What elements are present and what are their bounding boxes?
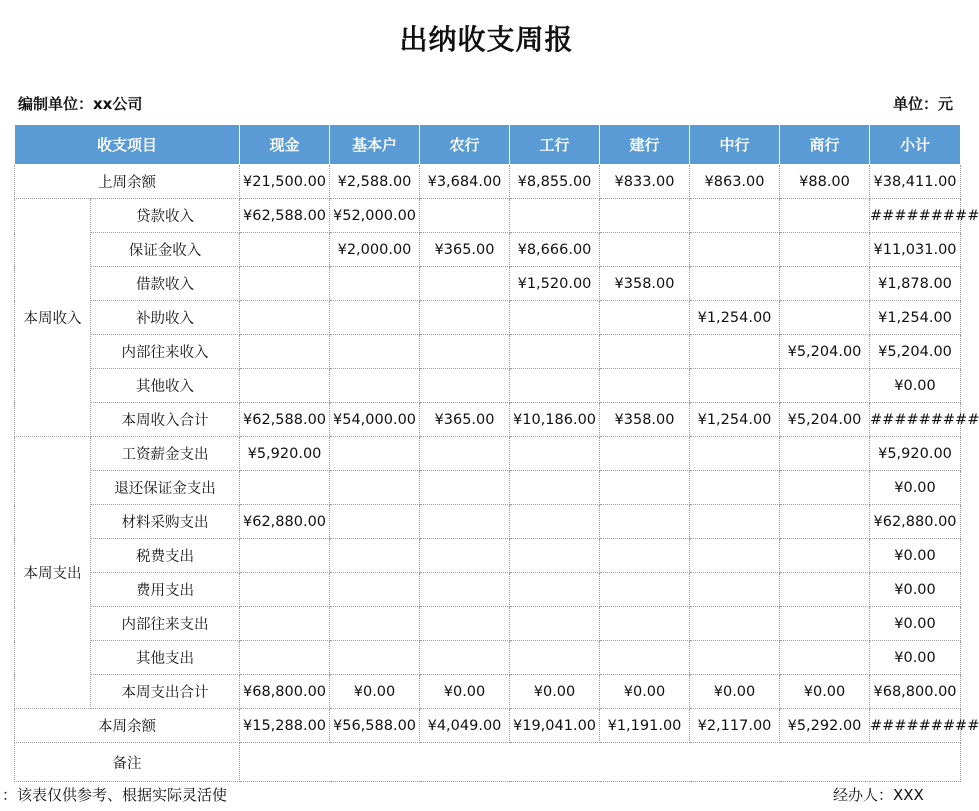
amount-cell[interactable]: ¥62,588.00 bbox=[240, 199, 330, 233]
footer-note: ：该表仅供参考、根据实际灵活使 bbox=[2, 786, 228, 804]
amount-cell[interactable] bbox=[600, 573, 690, 607]
amount-cell[interactable] bbox=[780, 471, 870, 505]
amount-cell[interactable]: ¥0.00 bbox=[600, 675, 690, 709]
row-label: 内部往来支出 bbox=[91, 607, 240, 641]
amount-cell[interactable]: ¥2,588.00 bbox=[330, 165, 420, 199]
amount-cell[interactable]: ¥0.00 bbox=[690, 675, 780, 709]
amount-cell[interactable] bbox=[510, 301, 600, 335]
amount-cell[interactable] bbox=[510, 369, 600, 403]
amount-cell[interactable] bbox=[330, 335, 420, 369]
amount-cell[interactable] bbox=[780, 539, 870, 573]
amount-cell[interactable]: ¥5,204.00 bbox=[780, 335, 870, 369]
table-row bbox=[15, 233, 961, 267]
subtotal-cell[interactable]: ¥38,411.00 bbox=[870, 165, 961, 199]
row-label: 本周支出合计 bbox=[91, 675, 240, 709]
subtotal-cell[interactable]: ¥1,254.00 bbox=[870, 301, 961, 335]
amount-cell[interactable]: ¥5,204.00 bbox=[780, 403, 870, 437]
amount-cell[interactable] bbox=[690, 573, 780, 607]
amount-cell[interactable]: ¥5,920.00 bbox=[240, 437, 330, 471]
subtotal-cell[interactable]: ¥62,880.00 bbox=[870, 505, 961, 539]
amount-cell[interactable] bbox=[690, 437, 780, 471]
table-row bbox=[15, 301, 961, 335]
amount-cell[interactable] bbox=[510, 539, 600, 573]
amount-cell[interactable]: ¥62,880.00 bbox=[240, 505, 330, 539]
subtotal-cell[interactable]: ¥0.00 bbox=[870, 539, 961, 573]
subtotal-cell[interactable]: ¥0.00 bbox=[870, 369, 961, 403]
amount-cell[interactable] bbox=[240, 471, 330, 505]
amount-cell[interactable] bbox=[420, 641, 510, 675]
amount-cell[interactable]: ¥833.00 bbox=[600, 165, 690, 199]
amount-cell[interactable]: ¥358.00 bbox=[600, 403, 690, 437]
subtotal-cell[interactable]: ######### bbox=[870, 199, 961, 233]
amount-cell[interactable] bbox=[510, 471, 600, 505]
amount-cell[interactable] bbox=[510, 607, 600, 641]
amount-cell[interactable] bbox=[240, 233, 330, 267]
amount-cell[interactable] bbox=[330, 267, 420, 301]
header-icbc: 工行 bbox=[510, 125, 600, 165]
row-label: 补助收入 bbox=[91, 301, 240, 335]
amount-cell[interactable]: ¥62,588.00 bbox=[240, 403, 330, 437]
subtotal-cell[interactable]: ¥0.00 bbox=[870, 607, 961, 641]
amount-cell[interactable]: ¥68,800.00 bbox=[240, 675, 330, 709]
amount-cell[interactable] bbox=[330, 437, 420, 471]
amount-cell[interactable] bbox=[330, 539, 420, 573]
amount-cell[interactable] bbox=[510, 573, 600, 607]
amount-cell[interactable] bbox=[600, 641, 690, 675]
amount-cell[interactable] bbox=[780, 267, 870, 301]
amount-cell[interactable]: ¥56,588.00 bbox=[330, 709, 420, 743]
remark-label: 备注 bbox=[15, 743, 240, 782]
amount-cell[interactable]: ¥52,000.00 bbox=[330, 199, 420, 233]
header-commercial: 商行 bbox=[780, 125, 870, 165]
amount-cell[interactable]: ¥54,000.00 bbox=[330, 403, 420, 437]
amount-cell[interactable] bbox=[420, 301, 510, 335]
amount-cell[interactable]: ¥19,041.00 bbox=[510, 709, 600, 743]
amount-cell[interactable]: ¥0.00 bbox=[420, 675, 510, 709]
amount-cell[interactable]: ¥358.00 bbox=[600, 267, 690, 301]
table-row bbox=[15, 607, 961, 641]
amount-cell[interactable] bbox=[420, 539, 510, 573]
amount-cell[interactable] bbox=[510, 335, 600, 369]
income-group-label: 本周收入 bbox=[15, 199, 91, 437]
subtotal-cell[interactable]: ######### bbox=[870, 709, 961, 743]
subtotal-cell[interactable]: ¥5,920.00 bbox=[870, 437, 961, 471]
amount-cell[interactable] bbox=[780, 573, 870, 607]
amount-cell[interactable] bbox=[420, 267, 510, 301]
table-row bbox=[15, 403, 961, 437]
table-row bbox=[15, 267, 961, 301]
header-basic-account: 基本户 bbox=[330, 125, 420, 165]
amount-cell[interactable] bbox=[780, 437, 870, 471]
table-row bbox=[15, 539, 961, 573]
row-label: 退还保证金支出 bbox=[91, 471, 240, 505]
amount-cell[interactable]: ¥365.00 bbox=[420, 403, 510, 437]
amount-cell[interactable] bbox=[690, 369, 780, 403]
remark-row bbox=[15, 743, 961, 782]
amount-cell[interactable]: ¥1,191.00 bbox=[600, 709, 690, 743]
amount-cell[interactable] bbox=[330, 607, 420, 641]
table-row bbox=[15, 199, 961, 233]
amount-cell[interactable] bbox=[330, 369, 420, 403]
amount-cell[interactable] bbox=[690, 233, 780, 267]
subtotal-cell[interactable]: ¥5,204.00 bbox=[870, 335, 961, 369]
header-row bbox=[15, 125, 961, 165]
amount-cell[interactable] bbox=[690, 539, 780, 573]
header-subtotal: 小计 bbox=[870, 125, 961, 165]
amount-cell[interactable] bbox=[600, 607, 690, 641]
amount-cell[interactable] bbox=[240, 607, 330, 641]
subtotal-cell[interactable]: ######### bbox=[870, 403, 961, 437]
table-row bbox=[15, 573, 961, 607]
header-boc: 中行 bbox=[690, 125, 780, 165]
amount-cell[interactable] bbox=[420, 199, 510, 233]
amount-cell[interactable]: ¥0.00 bbox=[330, 675, 420, 709]
amount-cell[interactable] bbox=[240, 369, 330, 403]
amount-cell[interactable]: ¥5,292.00 bbox=[780, 709, 870, 743]
cash-report-table bbox=[14, 124, 979, 782]
amount-cell[interactable] bbox=[690, 199, 780, 233]
amount-cell[interactable]: ¥365.00 bbox=[420, 233, 510, 267]
row-label: 上周余额 bbox=[15, 165, 240, 199]
subtotal-cell[interactable]: ¥0.00 bbox=[870, 573, 961, 607]
amount-cell[interactable] bbox=[600, 471, 690, 505]
amount-cell[interactable] bbox=[240, 301, 330, 335]
amount-cell[interactable] bbox=[420, 573, 510, 607]
amount-cell[interactable] bbox=[510, 437, 600, 471]
amount-cell[interactable] bbox=[420, 505, 510, 539]
table-row bbox=[15, 471, 961, 505]
row-label: 内部往来收入 bbox=[91, 335, 240, 369]
table-row bbox=[15, 709, 961, 743]
table-row bbox=[15, 165, 961, 199]
amount-cell[interactable] bbox=[600, 539, 690, 573]
amount-cell[interactable]: ¥8,855.00 bbox=[510, 165, 600, 199]
row-label: 本周收入合计 bbox=[91, 403, 240, 437]
amount-cell[interactable] bbox=[240, 539, 330, 573]
amount-cell[interactable] bbox=[780, 641, 870, 675]
row-label: 其他收入 bbox=[91, 369, 240, 403]
header-abc: 农行 bbox=[420, 125, 510, 165]
amount-cell[interactable] bbox=[510, 641, 600, 675]
amount-cell[interactable] bbox=[330, 471, 420, 505]
amount-cell[interactable] bbox=[780, 505, 870, 539]
amount-cell[interactable] bbox=[690, 641, 780, 675]
header-item: 收支项目 bbox=[15, 125, 240, 165]
header-cash: 现金 bbox=[240, 125, 330, 165]
amount-cell[interactable] bbox=[600, 505, 690, 539]
amount-cell[interactable] bbox=[420, 437, 510, 471]
row-label: 工资薪金支出 bbox=[91, 437, 240, 471]
amount-cell[interactable]: ¥1,254.00 bbox=[690, 403, 780, 437]
amount-cell[interactable]: ¥15,288.00 bbox=[240, 709, 330, 743]
amount-cell[interactable] bbox=[690, 267, 780, 301]
amount-cell[interactable]: ¥4,049.00 bbox=[420, 709, 510, 743]
amount-cell[interactable]: ¥1,254.00 bbox=[690, 301, 780, 335]
remark-field[interactable] bbox=[240, 743, 961, 782]
amount-cell[interactable] bbox=[600, 199, 690, 233]
subtotal-cell[interactable]: ¥11,031.00 bbox=[870, 233, 961, 267]
compiler-unit: 编制单位：xx公司 bbox=[18, 95, 143, 113]
amount-cell[interactable] bbox=[330, 301, 420, 335]
amount-cell[interactable] bbox=[600, 437, 690, 471]
report-title: 出纳收支周报 bbox=[399, 23, 574, 56]
amount-cell[interactable] bbox=[690, 335, 780, 369]
amount-cell[interactable] bbox=[510, 505, 600, 539]
amount-cell[interactable]: ¥8,666.00 bbox=[510, 233, 600, 267]
subtotal-cell[interactable]: ¥0.00 bbox=[870, 471, 961, 505]
table-row bbox=[15, 505, 961, 539]
amount-cell[interactable] bbox=[420, 471, 510, 505]
amount-cell[interactable]: ¥2,117.00 bbox=[690, 709, 780, 743]
amount-cell[interactable] bbox=[510, 199, 600, 233]
table-row bbox=[15, 369, 961, 403]
expense-group-label: 本周支出 bbox=[15, 437, 91, 709]
amount-cell[interactable] bbox=[330, 641, 420, 675]
amount-cell[interactable]: ¥88.00 bbox=[780, 165, 870, 199]
table-row bbox=[15, 675, 961, 709]
amount-cell[interactable]: ¥3,684.00 bbox=[420, 165, 510, 199]
table-row bbox=[15, 641, 961, 675]
amount-cell[interactable] bbox=[780, 301, 870, 335]
row-label: 保证金收入 bbox=[91, 233, 240, 267]
amount-cell[interactable] bbox=[690, 607, 780, 641]
amount-cell[interactable] bbox=[240, 573, 330, 607]
table-row bbox=[15, 437, 961, 471]
amount-cell[interactable] bbox=[690, 471, 780, 505]
amount-cell[interactable]: ¥1,520.00 bbox=[510, 267, 600, 301]
amount-cell[interactable]: ¥863.00 bbox=[690, 165, 780, 199]
table-row bbox=[15, 335, 961, 369]
row-label: 贷款收入 bbox=[91, 199, 240, 233]
row-label: 材料采购支出 bbox=[91, 505, 240, 539]
amount-cell[interactable] bbox=[690, 505, 780, 539]
amount-cell[interactable]: ¥0.00 bbox=[780, 675, 870, 709]
amount-cell[interactable] bbox=[330, 573, 420, 607]
amount-cell[interactable] bbox=[330, 505, 420, 539]
amount-cell[interactable]: ¥2,000.00 bbox=[330, 233, 420, 267]
subtotal-cell[interactable]: ¥0.00 bbox=[870, 641, 961, 675]
amount-cell[interactable] bbox=[600, 301, 690, 335]
amount-cell[interactable] bbox=[240, 335, 330, 369]
row-label: 本周余额 bbox=[15, 709, 240, 743]
subtotal-cell[interactable]: ¥68,800.00 bbox=[870, 675, 961, 709]
footer-handler: 经办人：XXX bbox=[833, 786, 924, 804]
amount-cell[interactable] bbox=[420, 607, 510, 641]
amount-cell[interactable] bbox=[600, 369, 690, 403]
amount-cell[interactable] bbox=[420, 369, 510, 403]
row-label: 费用支出 bbox=[91, 573, 240, 607]
row-label: 税费支出 bbox=[91, 539, 240, 573]
amount-cell[interactable] bbox=[420, 335, 510, 369]
amount-cell[interactable] bbox=[780, 233, 870, 267]
amount-cell[interactable] bbox=[780, 199, 870, 233]
currency-unit: 单位：元 bbox=[892, 95, 953, 113]
amount-cell[interactable]: ¥0.00 bbox=[510, 675, 600, 709]
row-label: 借款收入 bbox=[91, 267, 240, 301]
header-ccb: 建行 bbox=[600, 125, 690, 165]
amount-cell[interactable] bbox=[240, 267, 330, 301]
amount-cell[interactable] bbox=[600, 335, 690, 369]
amount-cell[interactable] bbox=[240, 641, 330, 675]
subtotal-cell[interactable]: ¥1,878.00 bbox=[870, 267, 961, 301]
amount-cell[interactable] bbox=[600, 233, 690, 267]
amount-cell[interactable] bbox=[780, 607, 870, 641]
row-label: 其他支出 bbox=[91, 641, 240, 675]
amount-cell[interactable]: ¥21,500.00 bbox=[240, 165, 330, 199]
amount-cell[interactable] bbox=[780, 369, 870, 403]
amount-cell[interactable]: ¥10,186.00 bbox=[510, 403, 600, 437]
